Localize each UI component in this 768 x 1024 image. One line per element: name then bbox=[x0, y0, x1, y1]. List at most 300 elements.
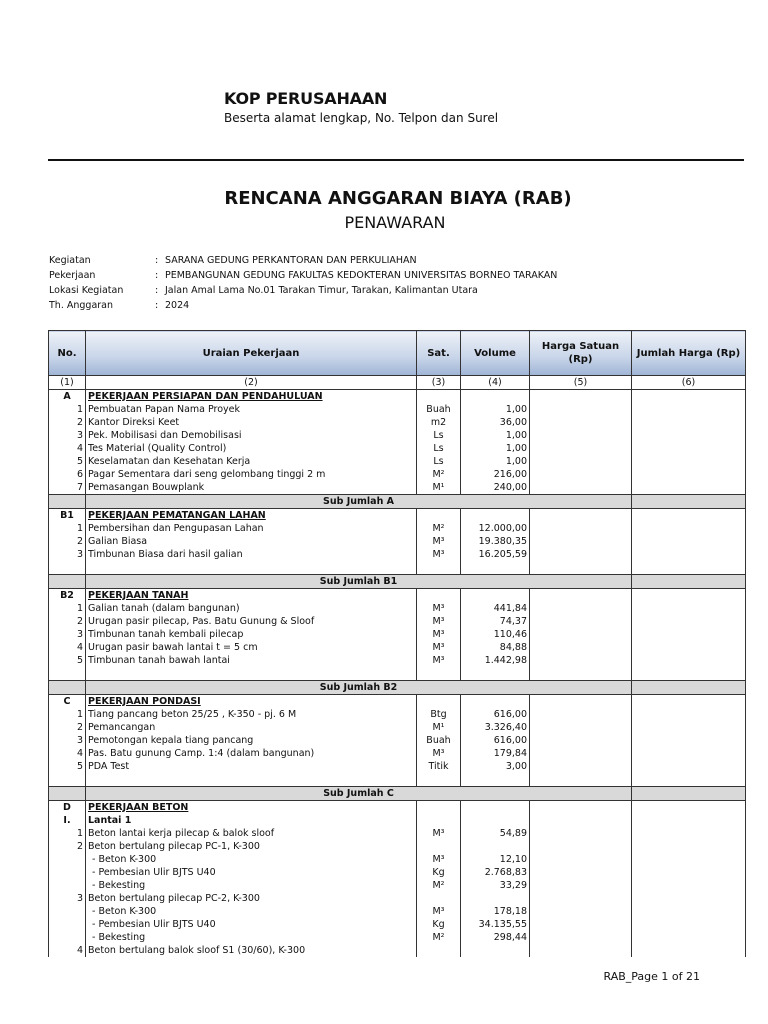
blank-cell bbox=[417, 773, 461, 787]
row-no bbox=[49, 905, 86, 918]
row-unit-price bbox=[530, 695, 632, 709]
row-unit: M² bbox=[417, 468, 461, 481]
row-no: 4 bbox=[49, 944, 86, 957]
row-unit: Buah bbox=[417, 734, 461, 747]
subtotal-no-cell bbox=[49, 787, 86, 801]
header-no: No. bbox=[49, 331, 86, 376]
row-unit bbox=[417, 801, 461, 815]
rab-table bbox=[48, 330, 746, 957]
row-unit: Titik bbox=[417, 760, 461, 773]
row-unit-price bbox=[530, 944, 632, 957]
header-uraian: Uraian Pekerjaan bbox=[86, 331, 417, 376]
row-unit-price bbox=[530, 509, 632, 523]
table-row bbox=[49, 840, 746, 853]
row-volume: 441,84 bbox=[461, 602, 530, 615]
blank-cell bbox=[530, 561, 632, 575]
table-row bbox=[49, 628, 746, 641]
table-row bbox=[49, 403, 746, 416]
blank-cell bbox=[417, 667, 461, 681]
row-total-price bbox=[632, 602, 746, 615]
row-unit: M¹ bbox=[417, 481, 461, 495]
colnum-5: (5) bbox=[530, 376, 632, 390]
row-volume: 2.768,83 bbox=[461, 866, 530, 879]
table-row bbox=[49, 708, 746, 721]
row-unit: M³ bbox=[417, 548, 461, 561]
row-unit: M³ bbox=[417, 905, 461, 918]
blank-cell bbox=[49, 667, 86, 681]
table-row bbox=[49, 931, 746, 944]
info-value: SARANA GEDUNG PERKANTORAN DAN PERKULIAHAN bbox=[165, 255, 417, 266]
row-volume: 12,10 bbox=[461, 853, 530, 866]
row-description: Pagar Sementara dari seng gelombang tinggi 2 m bbox=[86, 468, 417, 481]
blank-cell bbox=[49, 561, 86, 575]
row-unit-price bbox=[530, 931, 632, 944]
row-unit bbox=[417, 695, 461, 709]
row-unit bbox=[417, 814, 461, 827]
row-description: Kantor Direksi Keet bbox=[86, 416, 417, 429]
blank-cell bbox=[86, 667, 417, 681]
row-description: - Bekesting bbox=[86, 931, 417, 944]
row-volume: 616,00 bbox=[461, 734, 530, 747]
project-info-block bbox=[49, 253, 557, 313]
row-unit: Ls bbox=[417, 455, 461, 468]
row-total-price bbox=[632, 468, 746, 481]
row-no: A bbox=[49, 390, 86, 404]
row-unit: Kg bbox=[417, 866, 461, 879]
section-row bbox=[49, 509, 746, 523]
row-unit-price bbox=[530, 747, 632, 760]
table-row bbox=[49, 853, 746, 866]
blank-cell bbox=[461, 561, 530, 575]
row-description: Galian tanah (dalam bangunan) bbox=[86, 602, 417, 615]
row-no: B2 bbox=[49, 589, 86, 603]
blank-cell bbox=[632, 773, 746, 787]
table-row bbox=[49, 522, 746, 535]
row-volume bbox=[461, 892, 530, 905]
row-total-price bbox=[632, 442, 746, 455]
row-no: 1 bbox=[49, 708, 86, 721]
row-no: 2 bbox=[49, 615, 86, 628]
row-unit: m2 bbox=[417, 416, 461, 429]
row-unit: Ls bbox=[417, 429, 461, 442]
row-volume bbox=[461, 509, 530, 523]
row-unit: M³ bbox=[417, 535, 461, 548]
blank-cell bbox=[461, 667, 530, 681]
row-unit-price bbox=[530, 814, 632, 827]
section-row bbox=[49, 390, 746, 404]
row-volume: 1,00 bbox=[461, 429, 530, 442]
colnum-1: (1) bbox=[49, 376, 86, 390]
row-no bbox=[49, 931, 86, 944]
row-no: 1 bbox=[49, 522, 86, 535]
info-row bbox=[49, 268, 557, 283]
row-unit-price bbox=[530, 840, 632, 853]
row-no: 5 bbox=[49, 455, 86, 468]
info-value: 2024 bbox=[165, 300, 190, 311]
row-unit-price bbox=[530, 403, 632, 416]
row-no: 3 bbox=[49, 628, 86, 641]
row-unit: M¹ bbox=[417, 721, 461, 734]
row-volume: 1,00 bbox=[461, 442, 530, 455]
table-row bbox=[49, 535, 746, 548]
row-unit-price bbox=[530, 879, 632, 892]
row-total-price bbox=[632, 918, 746, 931]
blank-cell bbox=[632, 561, 746, 575]
row-volume: 3.326,40 bbox=[461, 721, 530, 734]
subtotal-amount-cell bbox=[632, 787, 746, 801]
row-unit bbox=[417, 390, 461, 404]
row-total-price bbox=[632, 509, 746, 523]
row-description: - Beton K-300 bbox=[86, 905, 417, 918]
row-no: 2 bbox=[49, 416, 86, 429]
company-letterhead-title: KOP PERUSAHAAN bbox=[224, 89, 388, 108]
table-row bbox=[49, 602, 746, 615]
row-total-price bbox=[632, 721, 746, 734]
row-total-price bbox=[632, 708, 746, 721]
row-description: Pemotongan kepala tiang pancang bbox=[86, 734, 417, 747]
row-total-price bbox=[632, 760, 746, 773]
row-unit: M³ bbox=[417, 853, 461, 866]
row-description: Beton lantai kerja pilecap & balok sloof bbox=[86, 827, 417, 840]
table-row bbox=[49, 734, 746, 747]
info-label: Pekerjaan bbox=[49, 270, 96, 281]
row-description: Pas. Batu gunung Camp. 1:4 (dalam bangunan) bbox=[86, 747, 417, 760]
row-no: 5 bbox=[49, 654, 86, 667]
row-description: Urugan pasir pilecap, Pas. Batu Gunung & Sloof bbox=[86, 615, 417, 628]
header-sat: Sat. bbox=[417, 331, 461, 376]
row-volume bbox=[461, 695, 530, 709]
row-total-price bbox=[632, 455, 746, 468]
row-description: Beton bertulang balok sloof S1 (30/60), K-300 bbox=[86, 944, 417, 957]
info-value: PEMBANGUNAN GEDUNG FAKULTAS KEDOKTERAN UNIVERSITAS BORNEO TARAKAN bbox=[165, 270, 558, 281]
section-row bbox=[49, 801, 746, 815]
row-volume: 84,88 bbox=[461, 641, 530, 654]
row-unit-price bbox=[530, 641, 632, 654]
table-row bbox=[49, 944, 746, 957]
table-row bbox=[49, 455, 746, 468]
row-unit-price bbox=[530, 390, 632, 404]
row-description: Timbunan tanah bawah lantai bbox=[86, 654, 417, 667]
row-volume: 36,00 bbox=[461, 416, 530, 429]
row-unit: Ls bbox=[417, 442, 461, 455]
row-unit-price bbox=[530, 602, 632, 615]
subtotal-no-cell bbox=[49, 575, 86, 589]
row-unit: M³ bbox=[417, 654, 461, 667]
row-volume: 240,00 bbox=[461, 481, 530, 495]
row-description: Urugan pasir bawah lantai t = 5 cm bbox=[86, 641, 417, 654]
row-total-price bbox=[632, 814, 746, 827]
row-description: PEKERJAAN TANAH bbox=[86, 589, 417, 603]
row-description: - Beton K-300 bbox=[86, 853, 417, 866]
table-row bbox=[49, 879, 746, 892]
blank-cell bbox=[417, 561, 461, 575]
row-total-price bbox=[632, 548, 746, 561]
table-row bbox=[49, 442, 746, 455]
subtotal-amount-cell bbox=[632, 495, 746, 509]
row-no: 4 bbox=[49, 747, 86, 760]
blank-cell bbox=[632, 667, 746, 681]
row-unit-price bbox=[530, 918, 632, 931]
row-volume bbox=[461, 814, 530, 827]
row-unit-price bbox=[530, 481, 632, 495]
row-volume bbox=[461, 390, 530, 404]
row-unit-price bbox=[530, 801, 632, 815]
row-total-price bbox=[632, 628, 746, 641]
row-total-price bbox=[632, 747, 746, 760]
row-total-price bbox=[632, 522, 746, 535]
row-unit bbox=[417, 840, 461, 853]
table-row bbox=[49, 468, 746, 481]
row-no: I. bbox=[49, 814, 86, 827]
colnum-4: (4) bbox=[461, 376, 530, 390]
row-no: 4 bbox=[49, 641, 86, 654]
blank-row bbox=[49, 773, 746, 787]
subtotal-label: Sub Jumlah B1 bbox=[86, 575, 632, 589]
row-unit-price bbox=[530, 866, 632, 879]
row-no: 2 bbox=[49, 840, 86, 853]
row-no: 1 bbox=[49, 602, 86, 615]
row-unit: M³ bbox=[417, 641, 461, 654]
row-total-price bbox=[632, 840, 746, 853]
row-no: 7 bbox=[49, 481, 86, 495]
row-description: Timbunan Biasa dari hasil galian bbox=[86, 548, 417, 561]
row-unit bbox=[417, 509, 461, 523]
table-row bbox=[49, 548, 746, 561]
row-description: PDA Test bbox=[86, 760, 417, 773]
row-unit: Buah bbox=[417, 403, 461, 416]
header-jumlah-harga: Jumlah Harga (Rp) bbox=[632, 331, 746, 376]
row-unit: M³ bbox=[417, 747, 461, 760]
blank-row bbox=[49, 561, 746, 575]
colnum-6: (6) bbox=[632, 376, 746, 390]
row-total-price bbox=[632, 892, 746, 905]
table-row bbox=[49, 866, 746, 879]
table-row bbox=[49, 615, 746, 628]
row-unit: M³ bbox=[417, 615, 461, 628]
row-volume bbox=[461, 944, 530, 957]
table-row bbox=[49, 905, 746, 918]
subtotal-row bbox=[49, 575, 746, 589]
row-no: 3 bbox=[49, 548, 86, 561]
info-row bbox=[49, 283, 557, 298]
subtotal-label: Sub Jumlah C bbox=[86, 787, 632, 801]
row-unit-price bbox=[530, 548, 632, 561]
row-description: Pembersihan dan Pengupasan Lahan bbox=[86, 522, 417, 535]
row-no: 3 bbox=[49, 429, 86, 442]
row-unit: Kg bbox=[417, 918, 461, 931]
row-unit-price bbox=[530, 416, 632, 429]
row-total-price bbox=[632, 801, 746, 815]
row-description: PEKERJAAN PERSIAPAN DAN PENDAHULUAN bbox=[86, 390, 417, 404]
row-unit-price bbox=[530, 429, 632, 442]
header-divider bbox=[48, 159, 744, 161]
row-volume: 298,44 bbox=[461, 931, 530, 944]
row-unit-price bbox=[530, 654, 632, 667]
row-total-price bbox=[632, 416, 746, 429]
info-colon: : bbox=[155, 300, 159, 311]
subsection-row bbox=[49, 814, 746, 827]
row-description: Pemasangan Bouwplank bbox=[86, 481, 417, 495]
blank-cell bbox=[86, 773, 417, 787]
document-subtitle: PENAWARAN bbox=[344, 213, 446, 232]
header-harga-satuan: Harga Satuan (Rp) bbox=[530, 331, 632, 376]
info-row bbox=[49, 253, 557, 268]
row-total-price bbox=[632, 535, 746, 548]
table-row bbox=[49, 827, 746, 840]
row-no bbox=[49, 853, 86, 866]
row-volume: 1.442,98 bbox=[461, 654, 530, 667]
row-unit-price bbox=[530, 628, 632, 641]
row-description: Pek. Mobilisasi dan Demobilisasi bbox=[86, 429, 417, 442]
subtotal-no-cell bbox=[49, 681, 86, 695]
document-title: RENCANA ANGGARAN BIAYA (RAB) bbox=[224, 188, 572, 209]
row-volume: 1,00 bbox=[461, 403, 530, 416]
row-unit-price bbox=[530, 708, 632, 721]
row-unit-price bbox=[530, 760, 632, 773]
row-no: 2 bbox=[49, 721, 86, 734]
row-description: PEKERJAAN PEMATANGAN LAHAN bbox=[86, 509, 417, 523]
row-volume: 216,00 bbox=[461, 468, 530, 481]
row-description: - Pembesian Ulir BJTS U40 bbox=[86, 918, 417, 931]
row-total-price bbox=[632, 734, 746, 747]
row-unit bbox=[417, 589, 461, 603]
row-unit: M³ bbox=[417, 827, 461, 840]
row-total-price bbox=[632, 866, 746, 879]
row-description: - Pembesian Ulir BJTS U40 bbox=[86, 866, 417, 879]
row-volume: 179,84 bbox=[461, 747, 530, 760]
info-colon: : bbox=[155, 255, 159, 266]
row-total-price bbox=[632, 654, 746, 667]
blank-cell bbox=[530, 667, 632, 681]
row-unit: M³ bbox=[417, 602, 461, 615]
row-no bbox=[49, 918, 86, 931]
row-description: Keselamatan dan Kesehatan Kerja bbox=[86, 455, 417, 468]
row-volume: 110,46 bbox=[461, 628, 530, 641]
row-unit-price bbox=[530, 905, 632, 918]
row-total-price bbox=[632, 853, 746, 866]
row-total-price bbox=[632, 931, 746, 944]
subtotal-label: Sub Jumlah B2 bbox=[86, 681, 632, 695]
row-description: Pembuatan Papan Nama Proyek bbox=[86, 403, 417, 416]
row-total-price bbox=[632, 429, 746, 442]
blank-cell bbox=[49, 773, 86, 787]
row-volume bbox=[461, 840, 530, 853]
row-total-price bbox=[632, 641, 746, 654]
header-volume: Volume bbox=[461, 331, 530, 376]
info-row bbox=[49, 298, 557, 313]
row-no: 1 bbox=[49, 827, 86, 840]
info-value: Jalan Amal Lama No.01 Tarakan Timur, Tarakan, Kalimantan Utara bbox=[165, 285, 478, 296]
row-no: 1 bbox=[49, 403, 86, 416]
colnum-3: (3) bbox=[417, 376, 461, 390]
row-unit: M³ bbox=[417, 628, 461, 641]
row-no: 3 bbox=[49, 892, 86, 905]
row-unit-price bbox=[530, 535, 632, 548]
row-total-price bbox=[632, 905, 746, 918]
row-no: 3 bbox=[49, 734, 86, 747]
row-description: Beton bertulang pilecap PC-1, K-300 bbox=[86, 840, 417, 853]
page-footer: RAB_Page 1 of 21 bbox=[603, 970, 700, 983]
row-description: Tiang pancang beton 25/25 , K-350 - pj. 6 M bbox=[86, 708, 417, 721]
table-row bbox=[49, 654, 746, 667]
row-volume: 12.000,00 bbox=[461, 522, 530, 535]
info-colon: : bbox=[155, 285, 159, 296]
row-unit-price bbox=[530, 827, 632, 840]
row-unit-price bbox=[530, 589, 632, 603]
row-total-price bbox=[632, 403, 746, 416]
row-description: - Bekesting bbox=[86, 879, 417, 892]
blank-cell bbox=[461, 773, 530, 787]
row-total-price bbox=[632, 944, 746, 957]
table-row bbox=[49, 721, 746, 734]
info-colon: : bbox=[155, 270, 159, 281]
row-unit: M² bbox=[417, 931, 461, 944]
row-no: D bbox=[49, 801, 86, 815]
table-header-row bbox=[49, 331, 746, 376]
row-volume: 178,18 bbox=[461, 905, 530, 918]
row-description: PEKERJAAN BETON bbox=[86, 801, 417, 815]
info-label: Kegiatan bbox=[49, 255, 91, 266]
row-volume: 1,00 bbox=[461, 455, 530, 468]
row-unit bbox=[417, 892, 461, 905]
section-row bbox=[49, 695, 746, 709]
row-volume: 34.135,55 bbox=[461, 918, 530, 931]
colnum-2: (2) bbox=[86, 376, 417, 390]
subtotal-amount-cell bbox=[632, 575, 746, 589]
subtotal-row bbox=[49, 495, 746, 509]
row-description: Lantai 1 bbox=[86, 814, 417, 827]
table-row bbox=[49, 641, 746, 654]
row-volume bbox=[461, 589, 530, 603]
table-row bbox=[49, 760, 746, 773]
row-volume: 3,00 bbox=[461, 760, 530, 773]
blank-row bbox=[49, 667, 746, 681]
row-no: C bbox=[49, 695, 86, 709]
company-letterhead-subtitle: Beserta alamat lengkap, No. Telpon dan Surel bbox=[224, 111, 499, 125]
row-unit: M² bbox=[417, 879, 461, 892]
row-no: 5 bbox=[49, 760, 86, 773]
row-total-price bbox=[632, 481, 746, 495]
row-description: Beton bertulang pilecap PC-2, K-300 bbox=[86, 892, 417, 905]
row-unit: Btg bbox=[417, 708, 461, 721]
row-unit-price bbox=[530, 455, 632, 468]
row-total-price bbox=[632, 879, 746, 892]
row-no: B1 bbox=[49, 509, 86, 523]
row-unit: M² bbox=[417, 522, 461, 535]
row-total-price bbox=[632, 390, 746, 404]
subtotal-label: Sub Jumlah A bbox=[86, 495, 632, 509]
table-row bbox=[49, 429, 746, 442]
info-label: Th. Anggaran bbox=[49, 300, 114, 311]
row-volume: 74,37 bbox=[461, 615, 530, 628]
row-total-price bbox=[632, 615, 746, 628]
section-row bbox=[49, 589, 746, 603]
subtotal-amount-cell bbox=[632, 681, 746, 695]
table-row bbox=[49, 747, 746, 760]
row-volume: 616,00 bbox=[461, 708, 530, 721]
row-no: 4 bbox=[49, 442, 86, 455]
row-no: 6 bbox=[49, 468, 86, 481]
table-row bbox=[49, 918, 746, 931]
row-description: PEKERJAAN PONDASI bbox=[86, 695, 417, 709]
row-description: Tes Material (Quality Control) bbox=[86, 442, 417, 455]
row-unit bbox=[417, 944, 461, 957]
row-total-price bbox=[632, 827, 746, 840]
row-unit-price bbox=[530, 721, 632, 734]
row-total-price bbox=[632, 589, 746, 603]
row-description: Galian Biasa bbox=[86, 535, 417, 548]
row-volume: 33,29 bbox=[461, 879, 530, 892]
